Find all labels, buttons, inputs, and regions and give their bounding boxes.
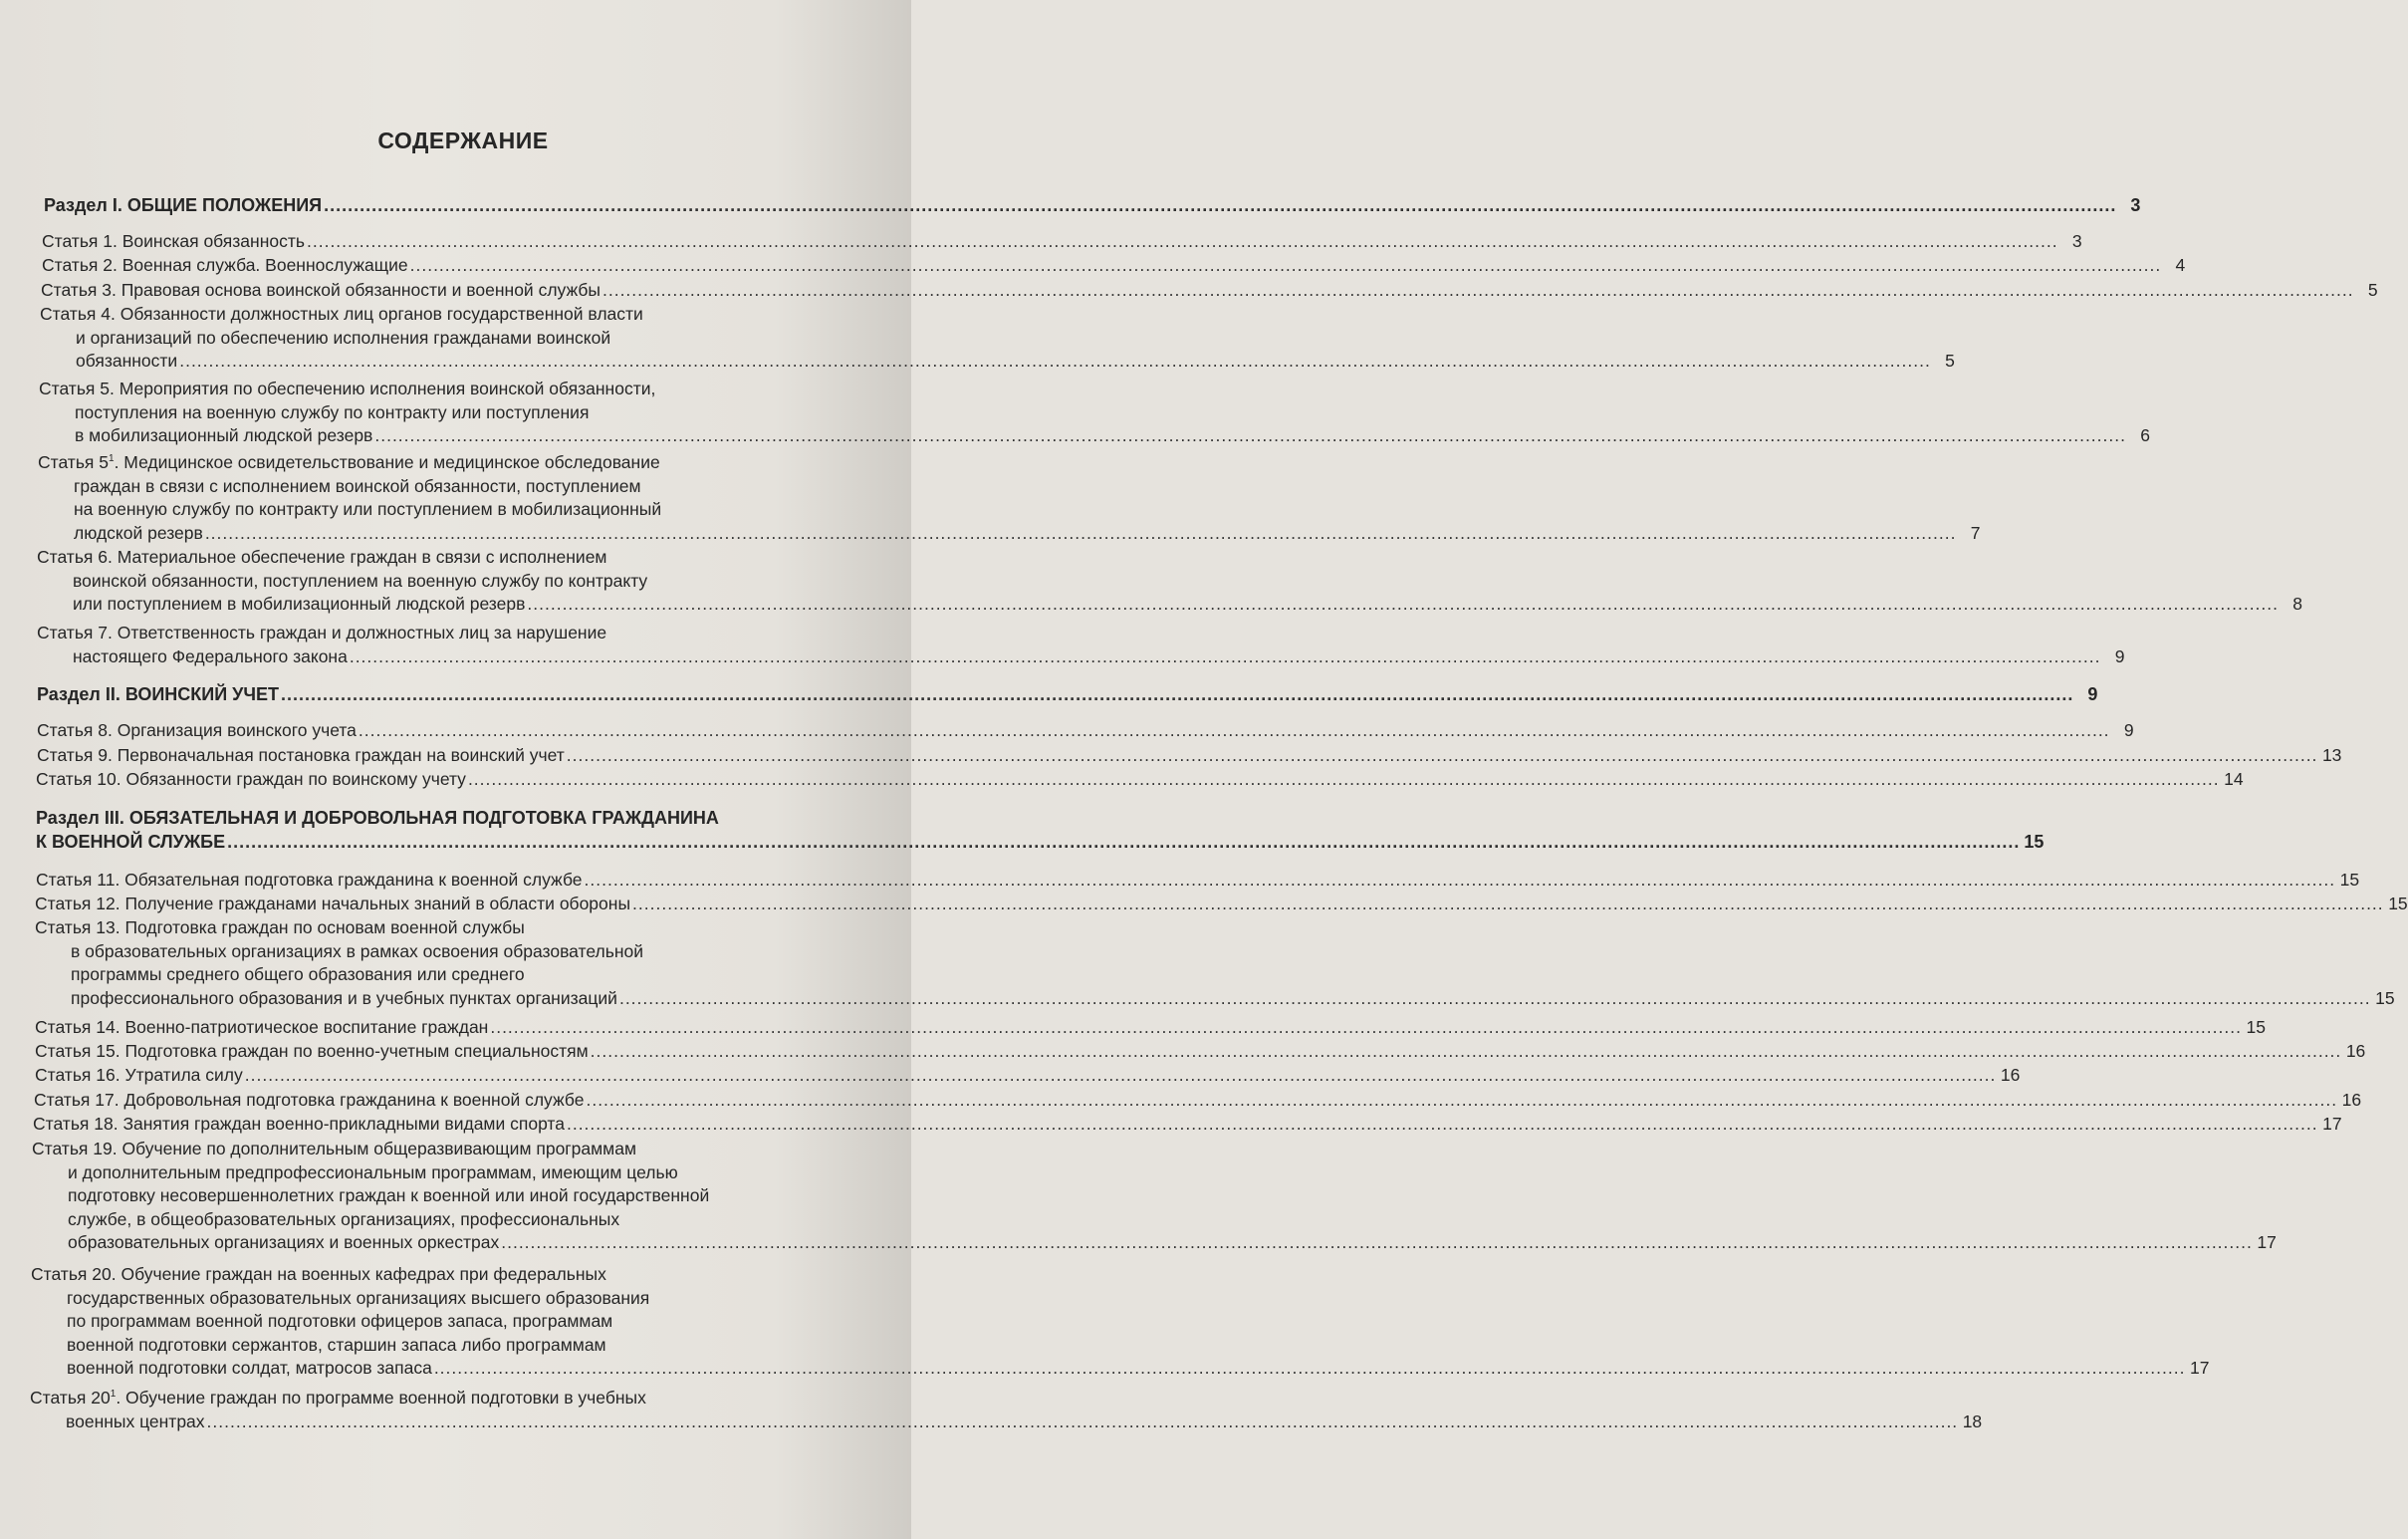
dot-leader: ............................................................................................................................................................................................................................................................................................................ (566, 1114, 2318, 1134)
dot-leader: ............................................................................................................................................................................................................................................................................................................ (602, 280, 2354, 300)
toc-line-text (35, 917, 525, 937)
toc-entry-6 (39, 378, 2150, 448)
toc-entry-9 (37, 622, 2125, 668)
toc-line-body: в образовательных организациях в рамках освоения образовательной (71, 940, 643, 961)
toc-line-body: К ВОЕННОЙ СЛУЖБЕ (36, 831, 226, 852)
toc-line-text (74, 476, 641, 496)
toc-line-text (39, 379, 655, 398)
toc-line-text (67, 1357, 432, 1381)
dot-leader: ............................................................................................................................................................................................................................................................................................................ (307, 231, 2058, 251)
toc-entry-24 (31, 1263, 2210, 1381)
toc-line-body: . Медицинское освидетельствование и медицинское обследование (114, 452, 660, 472)
toc-line-body: Статья 6. Материальное обеспечение граждан в связи с исполнением (37, 547, 607, 567)
toc-line-text (75, 424, 372, 448)
toc-entry-5 (40, 303, 1955, 374)
toc-line-text (36, 869, 583, 893)
toc-line-body: на военную службу по контракту или поступлением в мобилизационный (74, 499, 662, 519)
toc-page-number: 17 (2257, 1232, 2277, 1252)
dot-leader: ............................................................................................................................................................................................................................................................................................................ (244, 1065, 1997, 1085)
toc-line-body: Раздел I. ОБЩИЕ ПОЛОЖЕНИЯ (44, 195, 323, 215)
toc-line-text (75, 402, 589, 422)
toc-entry-25 (30, 1387, 1983, 1433)
toc-article-superscript: 1 (110, 1389, 117, 1401)
toc-line-body: Статья 14. Военно-патриотическое воспитание граждан (35, 1017, 489, 1037)
dot-leader: ............................................................................................................................................................................................................................................................................................................ (179, 351, 1931, 371)
dot-leader: ............................................................................................................................................................................................................................................................................................................ (527, 594, 2280, 614)
toc-line-text (73, 593, 525, 617)
toc-entry-4 (41, 279, 2378, 303)
toc-line-body: Статья 19. Обучение по дополнительным общеразвивающим программам (32, 1139, 636, 1158)
toc-line-text (67, 1288, 649, 1308)
toc-line-text (36, 831, 225, 855)
toc-entry-17 (35, 916, 2395, 1010)
dot-leader: ............................................................................................................................................................................................................................................................................................................ (501, 1232, 2253, 1252)
toc-line-text (35, 1040, 589, 1064)
toc-page-number: 7 (1970, 522, 1981, 543)
toc-article-superscript: 1 (109, 453, 115, 465)
toc-entry-3 (42, 254, 2186, 278)
dot-leader: ............................................................................................................................................................................................................................................................................................................ (584, 870, 2336, 890)
toc-page-number: 9 (2114, 645, 2125, 666)
toc-line-body: в мобилизационный людской резерв (75, 425, 373, 445)
toc-section-10 (37, 683, 2098, 707)
toc-page-number: 15 (2024, 831, 2045, 852)
toc-page-number: 15 (2375, 987, 2395, 1008)
toc-line-body: военных центрах (66, 1411, 205, 1431)
toc-page-number: 18 (1962, 1411, 1983, 1431)
dot-leader: ............................................................................................................................................................................................................................................................................................................ (281, 684, 2074, 704)
toc-line-text (37, 683, 279, 707)
toc-entry-2 (42, 230, 2082, 254)
toc-page-number: 9 (2087, 684, 2098, 704)
dot-leader: ............................................................................................................................................................................................................................................................................................................ (618, 987, 2371, 1008)
toc-line-text (33, 1113, 565, 1137)
toc-line-text (35, 893, 630, 916)
toc-line-body: . Обучение граждан по программе военной подготовки в учебных (116, 1388, 646, 1408)
toc-page-number: 4 (2175, 255, 2186, 275)
toc-line-body: Статья 13. Подготовка граждан по основам военной службы (35, 917, 525, 937)
toc-article-prefix: Статья 5 (38, 452, 110, 472)
toc-page-number: 8 (2292, 594, 2303, 614)
toc-line-body: настоящего Федерального закона (73, 645, 348, 666)
toc-page-number: 5 (2367, 280, 2378, 300)
toc-section-14 (36, 807, 2045, 854)
toc-line-body: военной подготовки сержантов, старшин запаса либо программам (67, 1334, 606, 1355)
toc-page-number: 5 (1945, 351, 1955, 371)
toc-page-number: 15 (2339, 870, 2360, 890)
toc-line-body: граждан в связи с исполнением воинской обязанности, поступлением (74, 475, 641, 496)
toc-line-body: Статья 20. Обучение граждан на военных кафедрах при федеральных (31, 1264, 606, 1284)
toc-line-text (30, 1388, 646, 1408)
toc-entry-19 (35, 1040, 2366, 1064)
dot-leader: ............................................................................................................................................................................................................................................................................................................ (227, 831, 2021, 852)
toc-line-text (68, 1185, 709, 1205)
toc-line-body: обязанности (76, 351, 178, 371)
dot-leader: ............................................................................................................................................................................................................................................................................................................ (349, 645, 2101, 666)
dot-leader: ............................................................................................................................................................................................................................................................................................................ (490, 1017, 2242, 1037)
dot-leader: ............................................................................................................................................................................................................................................................................................................ (586, 1090, 2338, 1110)
toc-line-text (76, 328, 610, 348)
toc-line-body: Статья 7. Ответственность граждан и должностных лиц за нарушение (37, 623, 607, 642)
toc-line-body: Статья 9. Первоначальная постановка граждан на воинский учет (37, 745, 565, 765)
toc-line-text (38, 452, 660, 472)
toc-entry-23 (32, 1138, 2277, 1255)
toc-line-body: Статья 8. Организация воинского учета (37, 720, 357, 740)
toc-line-text (31, 1264, 606, 1284)
toc-line-text (42, 230, 305, 254)
toc-line-body: Статья 16. Утратила силу (35, 1065, 243, 1085)
dot-leader: ............................................................................................................................................................................................................................................................................................................ (374, 425, 2126, 445)
dot-leader: ............................................................................................................................................................................................................................................................................................................ (566, 745, 2318, 765)
toc-line-text (67, 1311, 612, 1331)
toc-line-body: службе, в общеобразовательных организациях, профессиональных (68, 1208, 620, 1229)
toc-entry-12 (37, 744, 2342, 768)
toc-line-body: Раздел III. ОБЯЗАТЕЛЬНАЯ И ДОБРОВОЛЬНАЯ ПОДГОТОВКА ГРАЖДАНИНА (36, 808, 719, 828)
toc-line-body: государственных образовательных организациях высшего образования (67, 1287, 650, 1308)
toc-line-body: людской резерв (74, 522, 203, 543)
toc-entry-20 (35, 1064, 2021, 1088)
toc-entry-22 (33, 1113, 2342, 1137)
toc-line-body: профессионального образования и в учебных пунктах организаций (71, 987, 617, 1008)
toc-entry-15 (36, 869, 2360, 893)
toc-line-text (34, 1089, 584, 1113)
toc-page-number: 16 (2341, 1090, 2362, 1110)
toc-line-text (36, 768, 466, 792)
toc-line-body: Статья 3. Правовая основа воинской обязанности и военной службы (41, 280, 601, 300)
toc-entry-7 (38, 451, 1981, 545)
dot-leader: ............................................................................................................................................................................................................................................................................................................ (433, 1358, 2186, 1378)
toc-line-text (73, 645, 348, 669)
toc-page-number: 14 (2224, 769, 2244, 789)
toc-line-text (41, 279, 601, 303)
dot-leader: ............................................................................................................................................................................................................................................................................................................ (632, 894, 2384, 913)
toc-entry-11 (37, 719, 2134, 743)
toc-line-text (40, 304, 643, 324)
toc-line-body: или поступлением в мобилизационный людской резерв (73, 594, 526, 614)
toc-line-body: по программам военной подготовки офицеров запаса, программам (67, 1311, 613, 1331)
toc-line-text (68, 1209, 619, 1229)
toc-line-body: Статья 11. Обязательная подготовка гражданина к военной службе (36, 870, 583, 890)
dot-leader: ............................................................................................................................................................................................................................................................................................................ (409, 255, 2162, 275)
dot-leader: ............................................................................................................................................................................................................................................................................................................ (324, 195, 2117, 215)
toc-page-number: 17 (2322, 1114, 2342, 1134)
toc-line-text (37, 719, 357, 743)
toc-line-text (66, 1411, 205, 1434)
toc-page-number: 9 (2123, 720, 2134, 740)
toc-line-text (71, 941, 643, 961)
toc-line-body: подготовку несовершеннолетних граждан к военной или иной государственной (68, 1185, 710, 1205)
toc-line-text (73, 571, 647, 591)
toc-line-text (71, 964, 525, 984)
toc-page-number: 17 (2189, 1358, 2210, 1378)
toc-line-body: Раздел II. ВОИНСКИЙ УЧЕТ (37, 684, 280, 704)
page-title: СОДЕРЖАНИЕ (377, 128, 549, 153)
toc-line-body: поступления на военную службу по контракту или поступления (75, 401, 590, 422)
toc-line-body: Статья 4. Обязанности должностных лиц органов государственной власти (40, 304, 643, 324)
toc-entry-16 (35, 893, 2408, 916)
toc-line-body: Статья 5. Мероприятия по обеспечению исполнения воинской обязанности, (39, 379, 656, 398)
toc-line-text (68, 1162, 678, 1182)
toc-line-body: и дополнительным предпрофессиональным программам, имеющим целью (68, 1161, 678, 1182)
toc-line-text (37, 547, 606, 567)
toc-line-text (32, 1139, 636, 1158)
toc-page-number: 6 (2140, 425, 2150, 445)
dot-leader: ............................................................................................................................................................................................................................................................................................................ (590, 1041, 2342, 1061)
toc-line-text (68, 1231, 499, 1255)
toc-line-text (36, 808, 719, 828)
toc-line-body: Статья 17. Добровольная подготовка гражданина к военной службе (34, 1090, 585, 1110)
toc-entry-13 (36, 768, 2244, 792)
dot-leader: ............................................................................................................................................................................................................................................................................................................ (204, 522, 1957, 543)
dot-leader: ............................................................................................................................................................................................................................................................................................................ (358, 720, 2110, 740)
toc-line-text (35, 1064, 243, 1088)
toc-page-number: 3 (2071, 231, 2082, 251)
toc-page-number: 13 (2321, 745, 2342, 765)
toc-page-number: 15 (2246, 1017, 2266, 1037)
toc-line-body: и организаций по обеспечению исполнения гражданами воинской (76, 327, 611, 348)
toc-line-body: Статья 12. Получение гражданами начальных знаний в области обороны (35, 894, 631, 913)
toc-line-text (74, 522, 203, 546)
toc-line-text (37, 623, 606, 642)
toc-line-body: образовательных организациях и военных оркестрах (68, 1232, 500, 1252)
toc-entry-8 (37, 546, 2303, 617)
toc-line-text (42, 254, 408, 278)
toc-line-text (74, 499, 661, 519)
toc-line-body: воинской обязанности, поступлением на военную службу по контракту (73, 570, 648, 591)
toc-line-body: Статья 15. Подготовка граждан по военно-учетным специальностям (35, 1041, 589, 1061)
toc-line-text (37, 744, 565, 768)
toc-line-body: Статья 2. Военная служба. Военнослужащие (42, 255, 408, 275)
toc-line-text (76, 350, 177, 374)
toc-line-text (71, 987, 617, 1011)
toc-entry-21 (34, 1089, 2362, 1113)
toc-line-body: программы среднего общего образования или среднего (71, 964, 525, 984)
toc-line-text (67, 1335, 606, 1355)
toc-line-body: Статья 1. Воинская обязанность (42, 231, 305, 251)
toc-section-1 (44, 194, 2141, 218)
toc-article-prefix: Статья 20 (30, 1388, 111, 1408)
toc-line-text (35, 1016, 488, 1040)
dot-leader: ............................................................................................................................................................................................................................................................................................................ (467, 769, 2220, 789)
toc-page-number: 15 (2388, 894, 2408, 913)
dot-leader: ............................................................................................................................................................................................................................................................................................................ (206, 1411, 1959, 1431)
toc-line-text (44, 194, 322, 218)
toc-page-number: 3 (2130, 195, 2141, 215)
toc-line-body: Статья 10. Обязанности граждан по воинскому учету (36, 769, 466, 789)
toc-line-body: Статья 18. Занятия граждан военно-прикладными видами спорта (33, 1114, 565, 1134)
toc-line-body: военной подготовки солдат, матросов запаса (67, 1358, 432, 1378)
toc-entry-18 (35, 1016, 2266, 1040)
toc-page-number: 16 (2000, 1065, 2021, 1085)
toc-page-number: 16 (2345, 1041, 2366, 1061)
